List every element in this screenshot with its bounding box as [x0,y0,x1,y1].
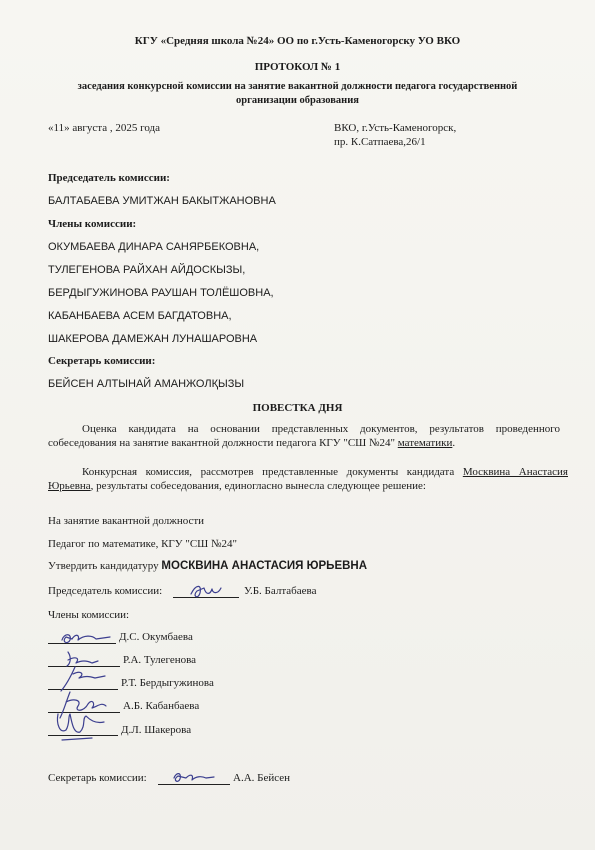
candidate-name: Москвина Анастасия Юрьевна [48,466,568,492]
secretary-name: БЕЙСЕН АЛТЫНАЙ АМАНЖОЛҚЫЗЫ [48,378,245,390]
agenda-paragraph-2-end: , результаты собеседования, единогласно вынесла следующее решение: [90,480,426,492]
vacancy-line: На занятие вакантной должности [48,515,205,527]
protocol-place-line-1: ВКО, г.Усть-Каменогорск, [334,122,457,134]
signature-member-5-icon [52,710,116,744]
signature-chair-label: Председатель комиссии: [48,585,163,597]
agenda-paragraph-1-end: . [452,437,456,449]
member-name: БЕРДЫГУЖИНОВА РАУШАН ТОЛЁШОВНА, [48,287,274,299]
signature-member-name: А.Б. Кабанбаева [123,700,200,712]
signature-member-name: Д.Л. Шакерова [121,724,192,736]
member-name: ТУЛЕГЕНОВА РАЙХАН АЙДОСКЫЗЫ, [48,264,246,276]
subject-discipline: математики [397,437,453,449]
member-name: ОКУМБАЕВА ДИНАРА САНЯРБЕКОВНА, [48,241,260,253]
position-line: Педагог по математике, КГУ "СШ №24" [48,538,237,550]
signature-secretary-name: А.А. Бейсен [233,772,291,784]
signature-member-name: Р.А. Тулегенова [123,654,197,666]
agenda-paragraph-1 [48,422,560,450]
protocol-number: ПРОТОКОЛ № 1 [254,61,341,73]
signature-secretary-icon [170,766,220,788]
organization-title: КГУ «Средняя школа №24» ОО по г.Усть-Каменогорску УО ВКО [134,35,461,47]
protocol-subject-line-1: заседания конкурсной комиссии на занятие вакантной должности педагога государственной [77,81,518,92]
member-name: ШАКЕРОВА ДАМЕЖАН ЛУНАШАРОВНА [48,333,258,345]
protocol-subject-line-2: организации образования [236,95,359,106]
signature-member-name: Р.Т. Бердыгужинова [121,677,214,689]
chair-label: Председатель комиссии: [48,172,170,184]
approve-label: Утвердить кандидатуру [48,560,162,572]
approve-line [48,560,367,572]
approved-candidate-name: МОСКВИНА АНАСТАСИЯ ЮРЬЕВНА [161,560,368,572]
signature-chair-name: У.Б. Балтабаева [244,585,317,597]
agenda-title: ПОВЕСТКА ДНЯ [252,402,343,414]
protocol-date: «11» августа , 2025 года [48,122,161,134]
members-label: Члены комиссии: [48,218,137,230]
agenda-paragraph-2 [48,465,568,493]
protocol-place-line-2: пр. К.Сатпаева,26/1 [334,136,426,148]
agenda-paragraph-1-text: Оценка кандидата на основании представленных документов, результатов проведенного собеседования на занятие вакантной должности педагога КГУ "СШ №24" [48,423,560,449]
signature-member-1-icon [58,627,118,647]
signature-member-name: Д.С. Окумбаева [119,631,193,643]
signature-secretary-label: Секретарь комиссии: [48,772,147,784]
chair-name: БАЛТАБАЕВА УМИТЖАН БАКЫТЖАНОВНА [48,195,276,207]
agenda-paragraph-2-start: Конкурсная комиссия, рассмотрев представленные документы кандидата [82,466,463,478]
member-name: КАБАНБАЕВА АСЕМ БАГДАТОВНА, [48,310,232,322]
secretary-label: Секретарь комиссии: [48,355,156,367]
signature-members-label: Члены комиссии: [48,609,130,621]
signature-chair-icon [188,580,228,602]
